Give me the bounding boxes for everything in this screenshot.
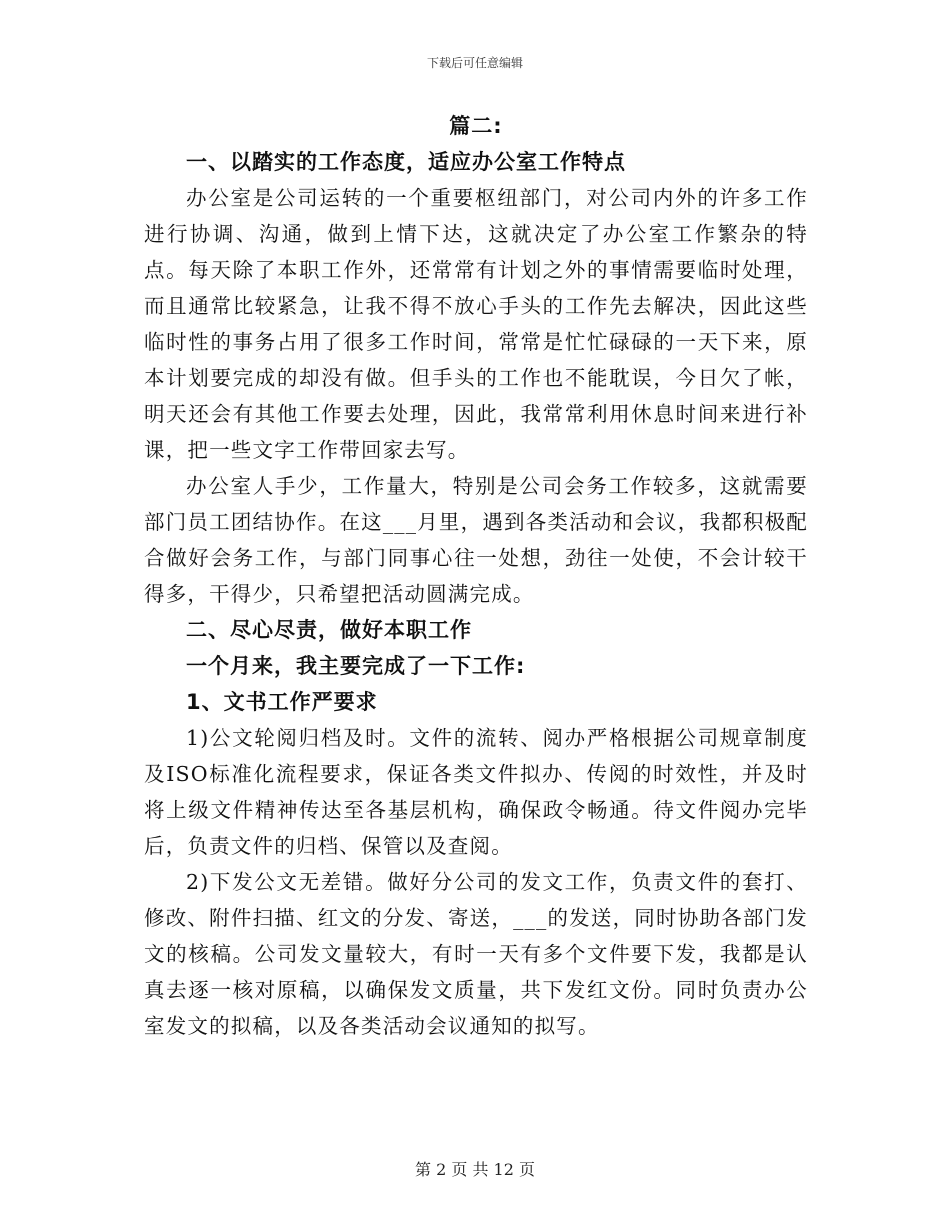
heading-duties: 二、尽心尽责，做好本职工作 — [186, 618, 472, 642]
paragraph-document-dispatch: 2)下发公文无差错。做好分公司的发文工作，负责文件的套打、修改、附件扫描、红文的分发、寄送，___的发送，同时协助各部门发文的核稿。公司发文量较大，有时一天有多个文件要下发，我都是认真去逐一核对原稿，以确保发文质量，共下发红文份。同时负责办公室发文的拟稿，以及各类活动会议通知的拟写。 — [144, 870, 808, 1038]
paragraph-document-archiving: 1)公文轮阅归档及时。文件的流转、阅办严格根据公司规章制度及ISO标准化流程要求，保证各类文件拟办、传阅的时效性，并及时将上级文件精神传达至各基层机构，确保政令畅通。待文件阅办完毕后，负责文件的归档、保管以及查阅。 — [144, 726, 808, 858]
document-body — [144, 108, 808, 1044]
heading-month-summary: 一个月来，我主要完成了一下工作: — [186, 654, 526, 678]
heading-work-attitude: 一、以踏实的工作态度，适应办公室工作特点 — [186, 150, 626, 174]
section-title: 篇二: — [449, 114, 503, 138]
header-note: 下载后可任意编辑 — [426, 56, 523, 70]
paragraph-office-role: 办公室是公司运转的一个重要枢纽部门，对公司内外的许多工作进行协调、沟通，做到上情下达，这就决定了办公室工作繁杂的特点。每天除了本职工作外，还常常有计划之外的事情需要临时处理，而且通常比较紧急，让我不得不放心手头的工作先去解决，因此这些临时性的事务占用了很多工作时间，常常是忙忙碌碌的一天下来，原本计划要完成的却没有做。但手头的工作也不能耽误，今日欠了帐，明天还会有其他工作要去处理，因此，我常常利用休息时间来进行补课，把一些文字工作带回家去写。 — [144, 186, 808, 462]
page-number-footer: 第 2 页 共 12 页 — [415, 1160, 535, 1179]
heading-document-work: 1、文书工作严要求 — [186, 690, 378, 714]
paragraph-teamwork: 办公室人手少，工作量大，特别是公司会务工作较多，这就需要部门员工团结协作。在这___月里，遇到各类活动和会议，我都积极配合做好会务工作，与部门同事心往一处想，劲往一处使，不会计较干得多，干得少，只希望把活动圆满完成。 — [144, 474, 808, 606]
